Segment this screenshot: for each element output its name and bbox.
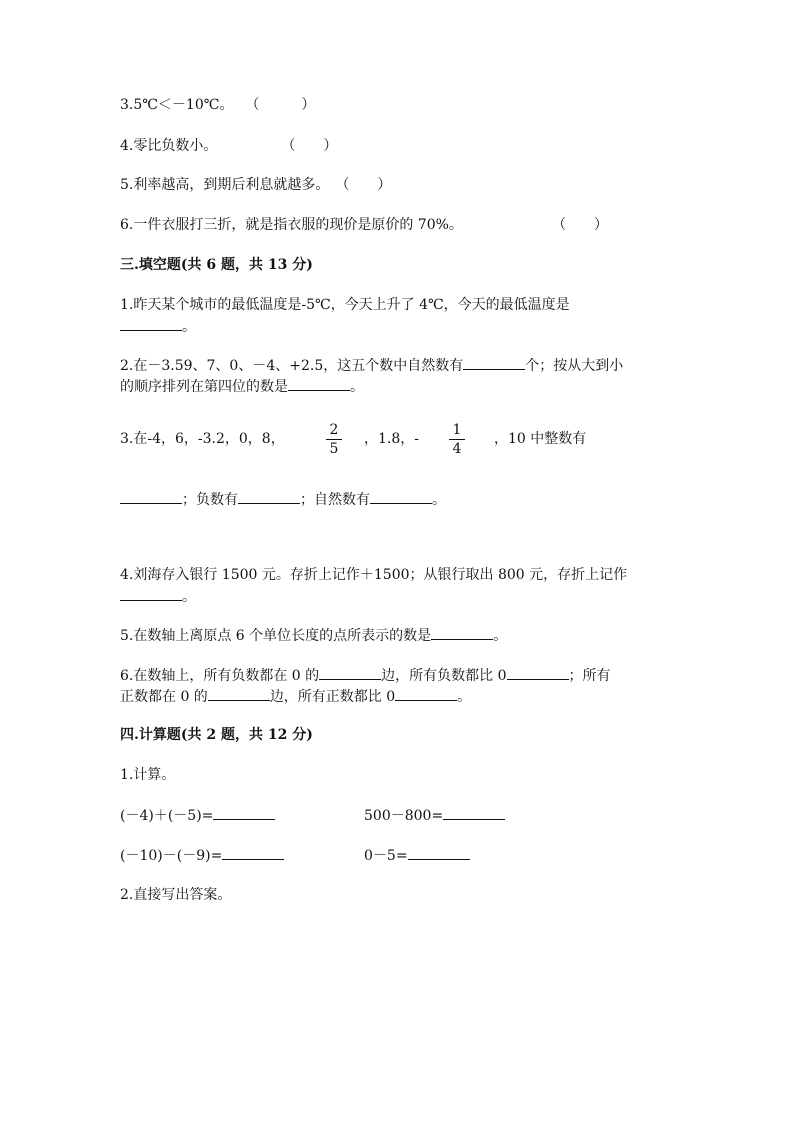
denominator: 4 (452, 441, 462, 457)
fill-item-6-line2 (120, 686, 471, 707)
fill-item-3-line2 (120, 489, 446, 510)
question-text: ；自然数有 (300, 492, 370, 508)
numerator: 2 (329, 422, 339, 438)
question-text: ，1.8，- (364, 431, 419, 447)
question-text: 边，所有正数都比 0 (269, 689, 396, 705)
answer-blank[interactable] (370, 489, 432, 504)
denominator: 5 (329, 441, 339, 457)
judge-text: 5.利率越高，到期后利息就越多。 (120, 177, 330, 193)
calc-item-2-label: 2.直接写出答案。 (120, 887, 232, 903)
answer-blank[interactable] (431, 625, 493, 640)
period: 。 (457, 689, 472, 705)
period: 。 (182, 589, 196, 605)
expression-text: 500－800= (364, 808, 444, 824)
question-text: 2.在－3.59、7、0、－4、+2.5，这五个数中自然数有 (120, 358, 464, 374)
answer-blank[interactable] (463, 355, 525, 370)
question-text: 边，所有负数都比 0 (381, 668, 507, 684)
answer-blank[interactable] (120, 586, 182, 601)
expression-text: 0－5= (364, 848, 408, 864)
fill-item-5 (120, 625, 507, 646)
answer-blank[interactable] (208, 686, 270, 701)
fill-item-4 (120, 565, 627, 585)
answer-blank[interactable] (120, 316, 182, 331)
question-text: ；负数有 (182, 492, 238, 508)
question-text: 的顺序排列在第四位的数是 (120, 379, 288, 395)
period: 。 (350, 379, 364, 395)
period: 。 (493, 628, 508, 644)
answer-blank[interactable] (443, 805, 505, 820)
judge-item-3 (120, 95, 315, 115)
answer-blank[interactable] (319, 665, 381, 680)
answer-blank[interactable] (288, 376, 350, 391)
fraction-bar (326, 439, 342, 440)
fill-item-6 (120, 665, 611, 686)
answer-blank[interactable] (507, 665, 569, 680)
fill-item-1 (120, 295, 570, 315)
fill-item-2-line2 (120, 376, 364, 397)
question-text: 1.昨天某个城市的最低温度是-5℃，今天上升了 4℃，今天的最低温度是 (120, 297, 570, 313)
judge-item-5 (120, 175, 391, 195)
judge-text: 4.零比负数小。 (120, 138, 218, 154)
expression-text: (－10)－(－9)= (120, 848, 223, 864)
calc-expression (120, 805, 275, 826)
question-text: 6.在数轴上，所有负数都在 0 的 (120, 668, 320, 684)
question-text: 3.在-4，6，-3.2，0，8， (120, 431, 285, 447)
question-text: 5.在数轴上离原点 6 个单位长度的点所表示的数是 (120, 628, 432, 644)
answer-blank[interactable] (222, 845, 284, 860)
fraction (326, 422, 342, 457)
expression-text: (－4)＋(－5)= (120, 808, 214, 824)
fraction-bar (449, 439, 465, 440)
question-text: 正数都在 0 的 (120, 689, 208, 705)
answer-parens[interactable]: （ ） (281, 138, 338, 154)
fill-item-4-line2 (120, 586, 196, 607)
numerator: 1 (452, 422, 462, 438)
answer-blank[interactable] (213, 805, 275, 820)
calc-expression (120, 845, 284, 866)
judge-text: 6.一件衣服打三折，就是指衣服的现价是原价的 70%。 (120, 217, 463, 233)
answer-parens[interactable]: （ ） (335, 177, 392, 193)
question-text: ；所有 (568, 668, 611, 684)
judge-text: 3.5℃＜－10℃。 (120, 97, 234, 113)
question-text: ，10 中整数有 (494, 431, 587, 447)
question-text: 个；按从大到小 (525, 358, 624, 374)
fill-item-2 (120, 355, 623, 376)
answer-parens[interactable]: （ ） (552, 217, 608, 233)
fraction (449, 422, 465, 457)
calc-item-1-label: 1.计算。 (120, 767, 176, 783)
calc-expression (364, 805, 505, 826)
calc-expression (364, 845, 470, 866)
question-text: 4.刘海存入银行 1500 元。存折上记作＋1500；从银行取出 800 元，存折上记作 (120, 567, 628, 583)
answer-blank[interactable] (120, 489, 182, 504)
judge-item-6 (120, 215, 463, 235)
section-title: 四.计算题(共 2 题，共 12 分) (120, 727, 313, 743)
answer-parens[interactable]: （ ） (245, 97, 316, 113)
period: 。 (182, 319, 196, 335)
fill-item-1-line2 (120, 316, 196, 337)
period: 。 (432, 492, 446, 508)
answer-blank[interactable] (408, 845, 470, 860)
answer-blank[interactable] (238, 489, 300, 504)
judge-item-4 (120, 136, 337, 156)
answer-blank[interactable] (395, 686, 457, 701)
section-title: 三.填空题(共 6 题，共 13 分) (120, 257, 313, 273)
